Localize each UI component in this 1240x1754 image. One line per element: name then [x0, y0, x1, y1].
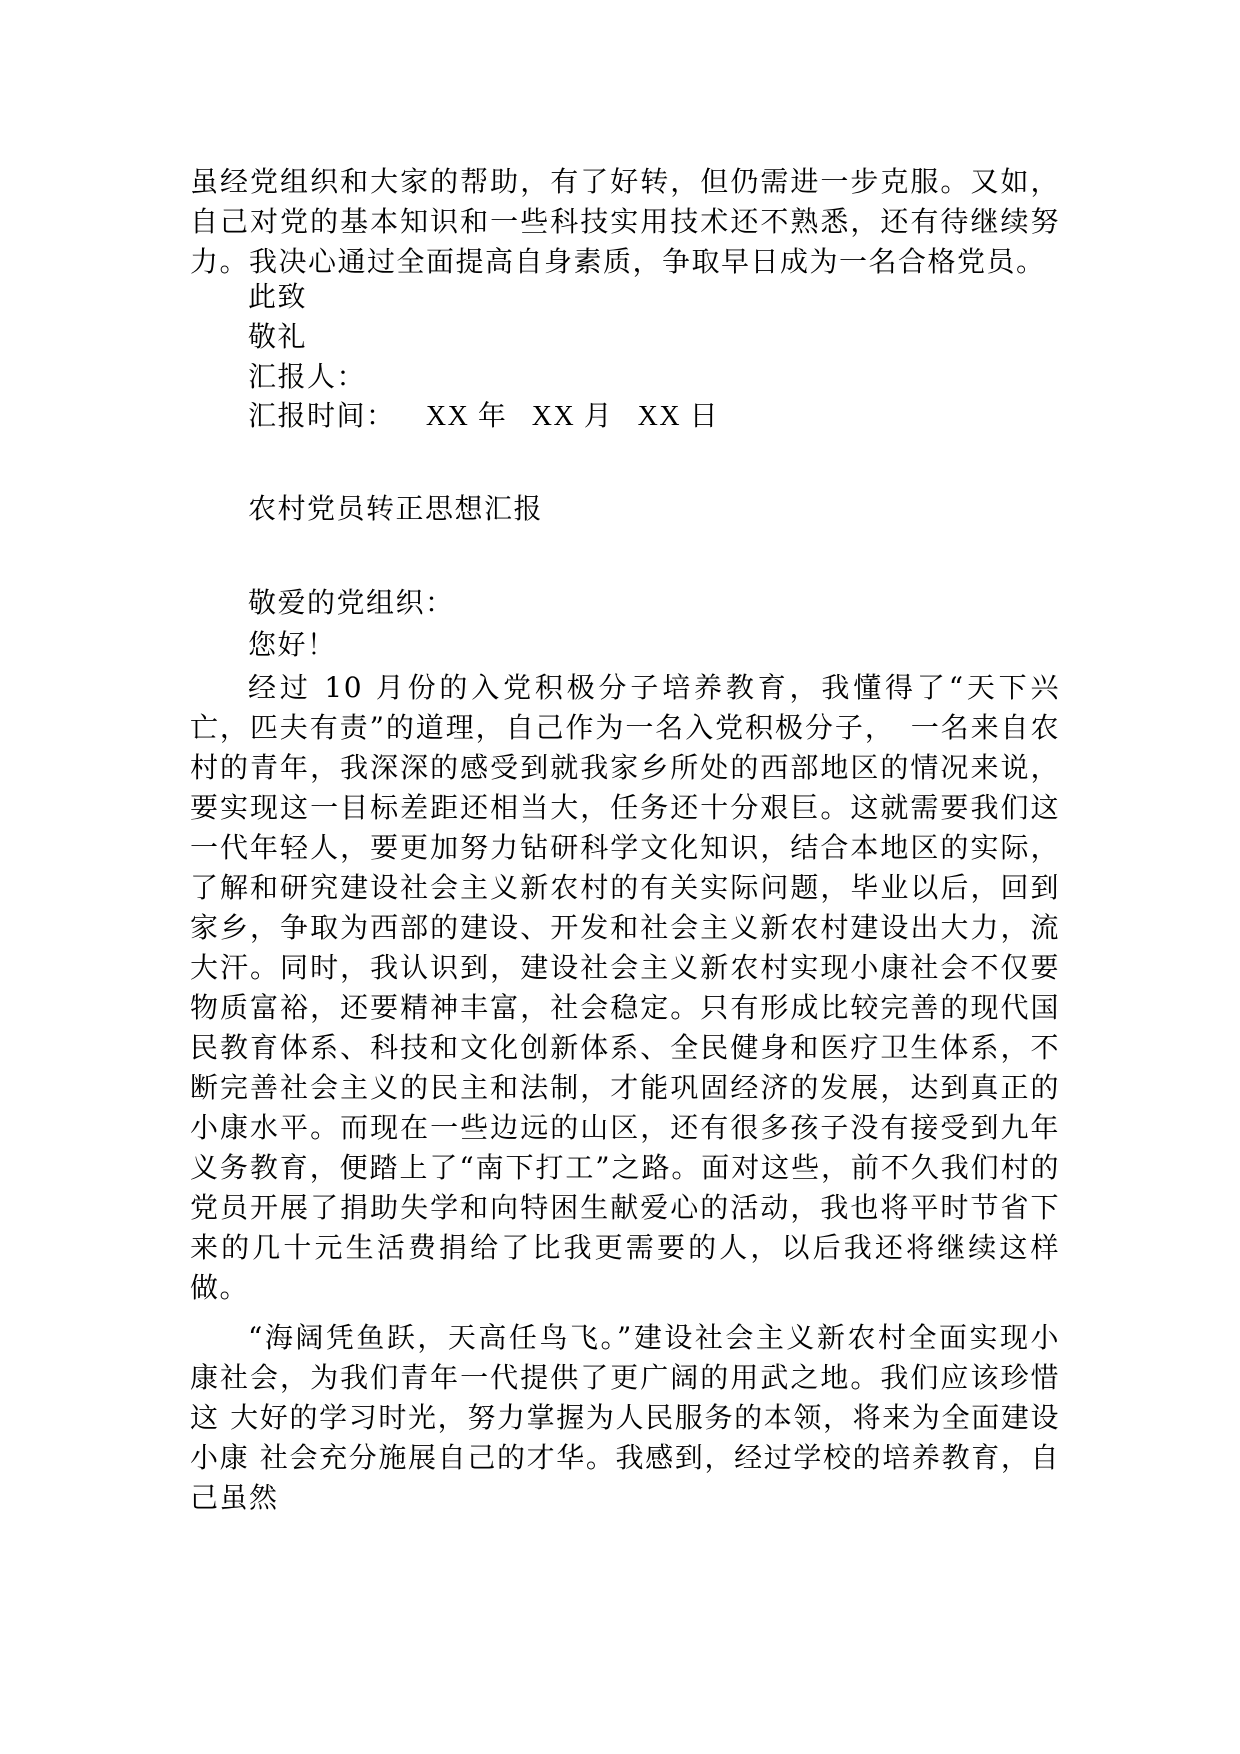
continuation-text: 虽经党组织和大家的帮助，有了好转，但仍需进一步克服。又如，自己对党的基本知识和一些科技实用技术还不熟悉，还有待继续努力。我决心通过全面提高自身素质，争取早日成为一名合格党员。: [190, 165, 1060, 278]
report-time-month: XX 月: [531, 401, 614, 432]
report-time-year: XX 年: [425, 401, 508, 432]
report-time-line: [248, 397, 719, 436]
report-time-day: XX 日: [637, 401, 720, 432]
article-body: [190, 668, 1060, 1518]
reporter-label: 汇报人：: [248, 360, 367, 393]
closing-salute-2: 敬礼: [248, 320, 308, 353]
article-greeting: 敬爱的党组织：: [248, 586, 455, 619]
body-paragraph: “海阔凭鱼跃，天高任鸟飞。”建设社会主义新农村全面实现小 康社会，为我们青年一代提供了更广阔的用武之地。我们应该珍惜这 大好的学习时光，努力掌握为人民服务的本领，将来为全面建设小康 社会充分施展自己的才华。我感到，经过学校的培养教育，自己虽然: [190, 1321, 1060, 1514]
continuation-paragraph: [190, 162, 1060, 282]
body-paragraph: 经过 10 月份的入党积极分子培养教育，我懂得了“天下兴亡，匹夫有责”的道理，自己作为一名入党积极分子， 一名来自农村的青年，我深深的感受到就我家乡所处的西部地区的情况来说，要实现这一目标差距还相当大，任务还十分艰巨。这就需要我们这一代年轻人，要更加努力钻研科学文化知识，结合本地区的实际，了解和研究建设社会主义新农村的有关实际问题，毕业以后，回到家乡，争取为西部的建设、开发和社会主义新农村建设出大力，流大汗。同时，我认识到，建设社会主义新农村实现小康社会不仅要物质富裕，还要精神丰富，社会稳定。只有形成比较完善的现代国民教育体系、科技和文化创新体系、全民健身和医疗卫生体系，不断完善社会主义的民主和法制，才能巩固经济的发展，达到真正的小康水平。而现在一些边远的山区，还有很多孩子没有接受到九年义务教育，便踏上了“南下打工”之路。面对这些，前不久我们村的党员开展了捐助失学和向特困生献爱心的活动，我也将平时节省下来的几十元生活费捐给了比我更需要的人，以后我还将继续这样做。: [190, 671, 1060, 1304]
article-title: 农村党员转正思想汇报: [248, 492, 544, 525]
closing-salute-1: 此致: [248, 280, 308, 313]
report-time-label: 汇报时间：: [248, 399, 396, 432]
article-hello: 您好！: [248, 628, 337, 661]
